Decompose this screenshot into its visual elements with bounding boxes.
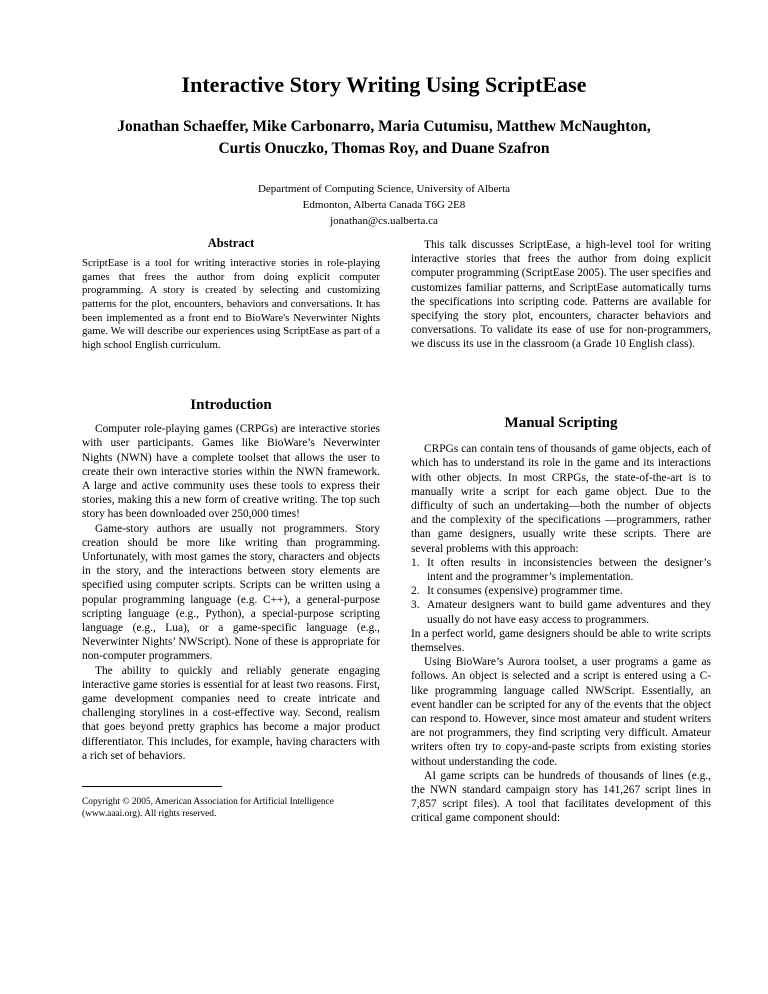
manual-scripting-paragraph-1: CRPGs can contain tens of thousands of game objects, each of which has to understand its role in the game and its interactions with other objects. In most CRPGs, the state-of-the-art is to manually write a script for each game object. Due to the difficulty of such an undertaking—both the number of objects and the complexity of the specifications —programmers, rather than game designers, usually write these scripts. There are several problems with this approach:	[411, 443, 711, 555]
authors-line-2: Curtis Onuczko, Thomas Roy, and Duane Szafron	[218, 140, 550, 157]
manual-scripting-section	[411, 416, 711, 826]
introduction-paragraph-2: Game-story authors are usually not programmers. Story creation should be more like writing than programming. Unfortunately, with most games the story, characters and objects in the story, and the interactions between story elements are specified using computer scripts. Scripts can be written using a popular programming language (e.g. C++), a general-purpose scripting language (e.g., Python), a special-purpose scripting language (e.g., Lua), or a game-specific language (e.g., Neverwinter Nights’ NWScript). None of these is appropriate for non-computer programmers.	[82, 522, 380, 663]
copyright-line-2: (www.aaai.org). All rights reserved.	[82, 809, 217, 819]
list-item: 2. It consumes (expensive) programmer time.	[411, 585, 623, 598]
manual-scripting-paragraph-2: In a perfect world, game designers should be able to write scripts themselves.	[411, 627, 711, 655]
manual-scripting-paragraph-3: Using BioWare’s Aurora toolset, a user programs a game as follows. An object is selected and a script is entered using a C-like programming language called NWScript. Essentially, an event handler can be scripted for any of the events that the object can respond to. However, since most amateur and student writers are not programmers, they find scripting very difficult. Amateur writers often try to copy-and-paste scripts from existing stories without understanding the code.	[411, 656, 711, 768]
authors-line-1: Jonathan Schaeffer, Mike Carbonarro, Maria Cutumisu, Matthew McNaughton,	[117, 118, 651, 135]
paper-title: Interactive Story Writing Using ScriptEase	[181, 72, 587, 97]
copyright-notice	[82, 796, 382, 820]
introduction-heading: Introduction	[190, 397, 272, 413]
abstract-section	[82, 236, 380, 352]
list-item: 3. Amateur designers want to build game adventures and they usually do not have easy access to programmers.	[411, 599, 711, 626]
abstract-heading: Abstract	[207, 236, 255, 250]
author-email: jonathan@cs.ualberta.ca	[330, 215, 438, 227]
author-list	[60, 116, 708, 160]
introduction-paragraph-1: Computer role-playing games (CRPGs) are interactive stories with user participants. Games like BioWare’s Neverwinter Nights (NWN) have a complete toolset that allows the user to create their own interactive stories within the NWN framework. A large and active community uses these tools to express their stories, making this a new form of creative writing. The top such story has been downloaded over 250,000 times!	[82, 423, 380, 521]
list-item: 1. It often results in inconsistencies between the designer’s intent and the programmer’s implementation.	[411, 556, 711, 584]
intro-right-paragraph: This talk discusses ScriptEase, a high-level tool for writing interactive stories that frees the author from doing explicit computer programming (ScriptEase 2005). The user specifies and customizes familiar patterns, and ScriptEase automatically turns the specifications into scripting code. Patterns are available for specifying the story plot, encounters, character behaviors and conversations. To validate its ease of use for non-programmers, we discuss its use in the classroom (a Grade 10 English class).	[411, 239, 711, 351]
copyright-line-1: Copyright © 2005, American Association for Artificial Intelligence	[82, 797, 334, 807]
abstract-text: ScriptEase is a tool for writing interactive stories in role-playing games that frees the author from doing explicit computer programming. A story is created by selecting and customizing patterns for the plot, encounters, behaviors and conversations. It has been implemented as a front end to BioWare's Neverwinter Nights game. We will describe our experiences using ScriptEase as part of a high school English curriculum.	[82, 257, 380, 351]
introduction-paragraph-3: The ability to quickly and reliably generate engaging interactive game stories is essential for at least two reasons. First, game development companies need to create intricate and challenging storylines in a cost-effective way. Second, realism that goes beyond pretty graphics has become a major product differentiator. This includes, for example, having characters with a rich set of behaviors.	[82, 664, 380, 762]
manual-scripting-paragraph-4: AI game scripts can be hundreds of thousands of lines (e.g., the NWN standard campaign story has 141,267 script lines in 7,857 script files). A tool that facilitates development of this critical game component should:	[411, 769, 711, 825]
affiliation	[0, 181, 768, 229]
problem-list	[411, 556, 711, 627]
footnote-rule	[82, 786, 222, 787]
affiliation-address: Edmonton, Alberta Canada T6G 2E8	[302, 199, 466, 211]
affiliation-department: Department of Computing Science, University of Alberta	[257, 183, 511, 195]
intro-right-section	[411, 238, 711, 352]
introduction-section	[82, 398, 380, 763]
manual-scripting-heading: Manual Scripting	[504, 415, 618, 431]
